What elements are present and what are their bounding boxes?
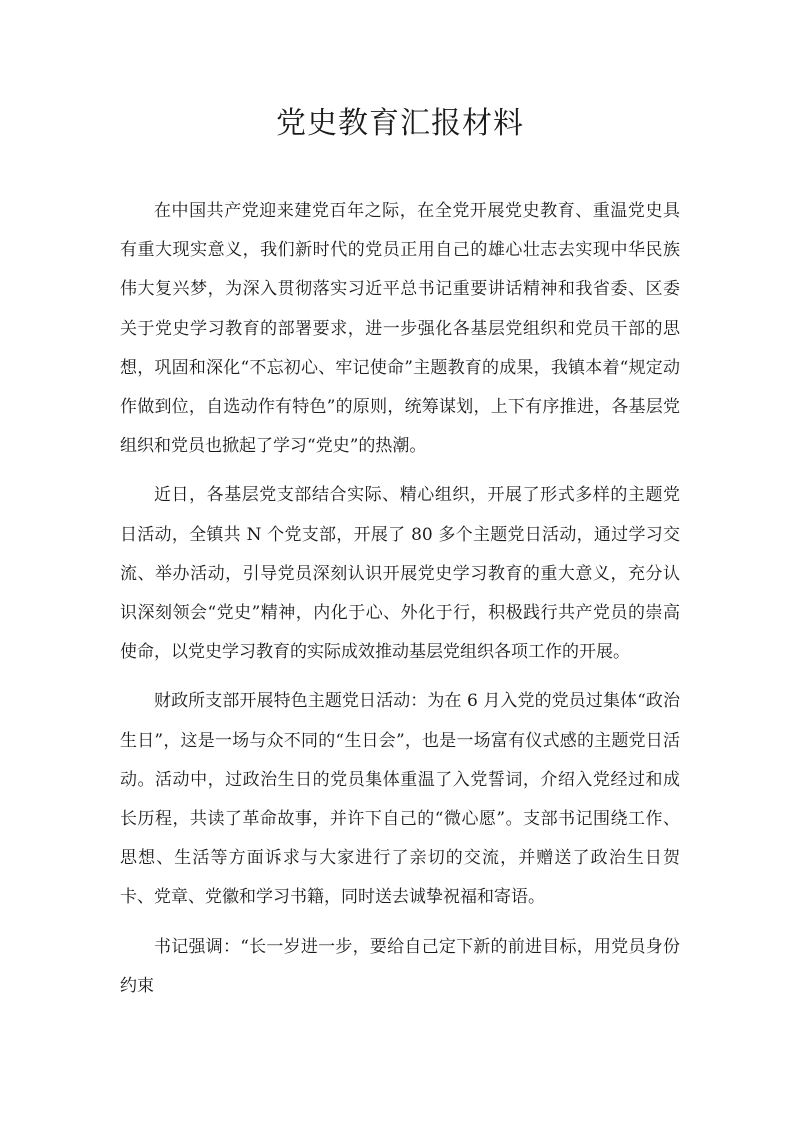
document-body bbox=[120, 192, 680, 1016]
paragraph-finance-branch: 财政所支部开展特色主题党日活动：为在 6 月入党的党员过集体“政治生日”，这是一场与众不同的“生日会”，也是一场富有仪式感的主题党日活动。活动中，过政治生日的党员集体重温了入党誓词，介绍入党经过和成长历程，共读了革命故事，并许下自己的“微心愿”。支部书记围绕工作、思想、生活等方面诉求与大家进行了亲切的交流，并赠送了政治生日贺卡、党章、党徽和学习书籍，同时送去诚挚祝福和寄语。 bbox=[120, 691, 680, 908]
paragraph-activities: 近日，各基层党支部结合实际、精心组织，开展了形式多样的主题党日活动，全镇共 N 个党支部，开展了 80 多个主题党日活动，通过学习交流、举办活动，引导党员深刻认识开展党史学习教育的重大意义，充分认识深刻领会“党史”精神，内化于心、外化于行，积极践行共产党员的崇高使命，以党史学习教育的实际成效推动基层党组织各项工作的开展。 bbox=[120, 485, 680, 663]
paragraph-intro: 在中国共产党迎来建党百年之际，在全党开展党史教育、重温党史具有重大现实意义，我们新时代的党员正用自己的雄心壮志去实现中华民族伟大复兴梦，为深入贯彻落实习近平总书记重要讲话精神和我省委、区委关于党史学习教育的部署要求，进一步强化各基层党组织和党员干部的思想，巩固和深化“不忘初心、牢记使命”主题教育的成果，我镇本着“规定动作做到位，自选动作有特色”的原则，统筹谋划，上下有序推进，各基层党组织和党员也掀起了学习“党史”的热潮。 bbox=[120, 201, 680, 457]
document-title: 党史教育汇报材料 bbox=[276, 106, 524, 141]
paragraph-secretary-remarks: 书记强调：“长一岁进一步，要给自己定下新的前进目标，用党员身份约束 bbox=[120, 936, 680, 996]
